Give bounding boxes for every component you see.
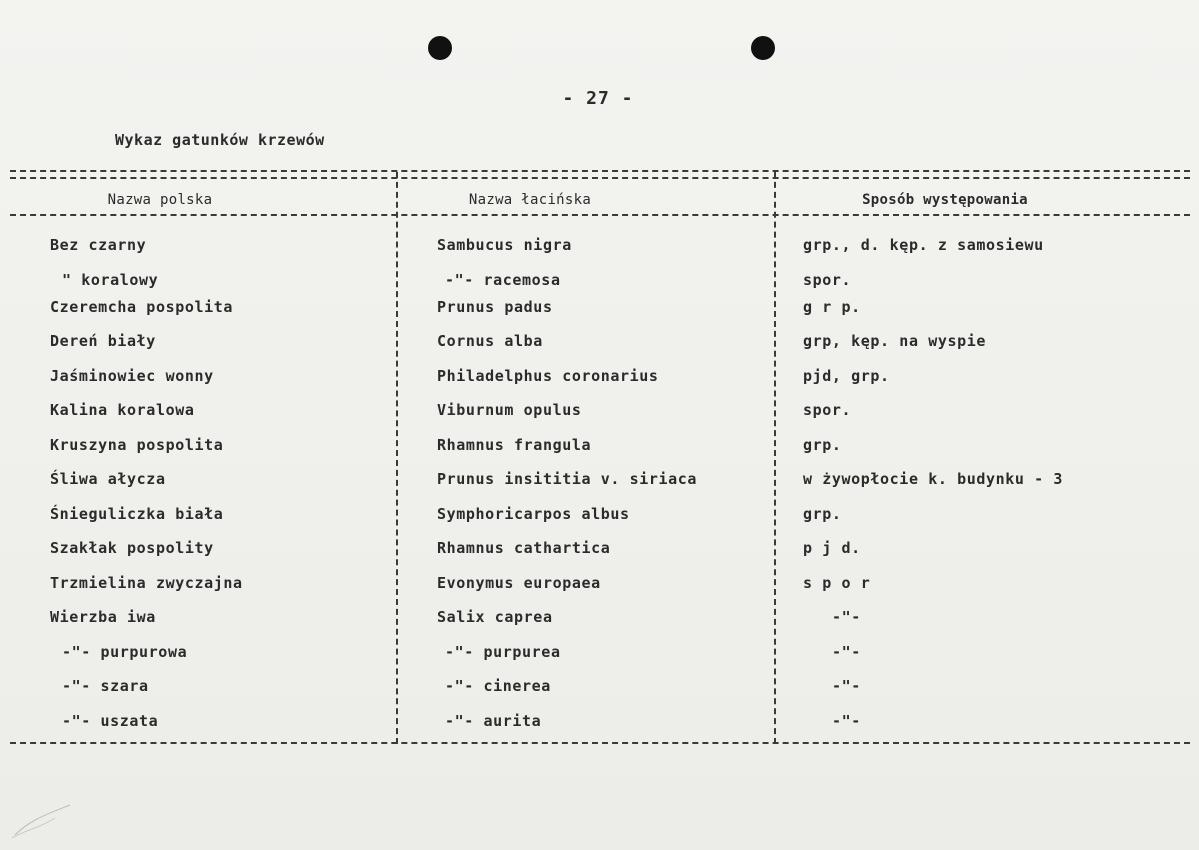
latin-name-cell: Prunus padus	[437, 297, 553, 316]
occurrence-cell: -"-	[832, 642, 861, 661]
occurrence-cell: s p o r	[803, 573, 871, 592]
punch-hole	[428, 36, 452, 60]
latin-name-cell: -"- cinerea	[445, 677, 551, 695]
occurrence-cell: grp.	[803, 435, 842, 454]
column-header-latin-name: Nazwa łacińska	[468, 192, 592, 208]
column-header-occurrence: Sposób występowania	[862, 192, 1028, 208]
occurrence-cell: -"-	[832, 711, 861, 730]
polish-name-cell: Jaśminowiec wonny	[50, 366, 214, 385]
table-top-rule	[10, 177, 1190, 179]
page-heading: Wykaz gatunków krzewów	[115, 131, 325, 149]
table-row	[0, 470, 1199, 505]
occurrence-cell: -"-	[832, 608, 861, 626]
latin-name-cell: Symphoricarpos albus	[437, 504, 630, 523]
occurrence-cell: grp, kęp. na wyspie	[803, 332, 986, 350]
table-row	[0, 712, 1199, 747]
latin-name-cell: Cornus alba	[437, 332, 543, 350]
polish-name-cell: Bez czarny	[50, 236, 147, 254]
latin-name-cell: Sambucus nigra	[437, 236, 572, 254]
punch-hole	[751, 36, 775, 60]
table-row	[0, 539, 1199, 574]
table-row	[0, 236, 1199, 271]
latin-name-cell: Philadelphus coronarius	[437, 366, 659, 385]
polish-name-cell: Kalina koralowa	[50, 401, 195, 419]
occurrence-cell: grp., d. kęp. z samosiewu	[803, 236, 1044, 254]
polish-name-cell: Czeremcha pospolita	[50, 297, 233, 316]
table-row	[0, 401, 1199, 436]
polish-name-cell: -"- purpurowa	[62, 642, 188, 661]
table-row	[0, 643, 1199, 678]
occurrence-cell: spor.	[803, 401, 852, 419]
occurrence-cell: w żywopłocie k. budynku - 3	[803, 470, 1064, 488]
polish-name-cell: Śliwa ałycza	[50, 470, 166, 488]
occurrence-cell: g r p.	[803, 297, 861, 316]
table-row	[0, 367, 1199, 402]
occurrence-cell: spor.	[803, 270, 852, 289]
polish-name-cell: Trzmielina zwyczajna	[50, 573, 243, 592]
table-row	[0, 271, 1199, 298]
table-row	[0, 298, 1199, 333]
latin-name-cell: Viburnum opulus	[437, 401, 582, 419]
table-row	[0, 505, 1199, 540]
header-rule	[10, 214, 1190, 216]
occurrence-cell: p j d.	[803, 539, 861, 557]
species-table-body	[0, 236, 1199, 746]
polish-name-cell: -"- szara	[62, 677, 149, 695]
table-row	[0, 436, 1199, 471]
polish-name-cell: Dereń biały	[50, 332, 156, 350]
table-row	[0, 677, 1199, 712]
latin-name-cell: -"- purpurea	[445, 642, 561, 661]
occurrence-cell: -"-	[832, 677, 861, 695]
column-header-polish-name: Nazwa polska	[107, 192, 213, 208]
occurrence-cell: grp.	[803, 504, 842, 523]
latin-name-cell: Rhamnus frangula	[437, 435, 592, 454]
polish-name-cell: Wierzba iwa	[50, 608, 156, 626]
table-row	[0, 332, 1199, 367]
latin-name-cell: Rhamnus cathartica	[437, 539, 611, 557]
latin-name-cell: -"- racemosa	[445, 270, 561, 289]
polish-name-cell: Kruszyna pospolita	[50, 435, 224, 454]
latin-name-cell: Evonymus europaea	[437, 573, 601, 592]
latin-name-cell: Salix caprea	[437, 608, 553, 626]
polish-name-cell: " koralowy	[62, 270, 159, 289]
latin-name-cell: Prunus insititia v. siriaca	[437, 470, 698, 488]
occurrence-cell: pjd, grp.	[803, 366, 890, 385]
polish-name-cell: Śnieguliczka biała	[50, 504, 224, 523]
table-row	[0, 574, 1199, 609]
polish-name-cell: -"- uszata	[62, 711, 159, 730]
page-number: - 27 -	[562, 88, 634, 109]
polish-name-cell: Szakłak pospolity	[50, 539, 214, 557]
latin-name-cell: -"- aurita	[445, 711, 542, 730]
table-row	[0, 608, 1199, 643]
paper-mark	[10, 800, 80, 840]
table-top-rule	[10, 170, 1190, 172]
